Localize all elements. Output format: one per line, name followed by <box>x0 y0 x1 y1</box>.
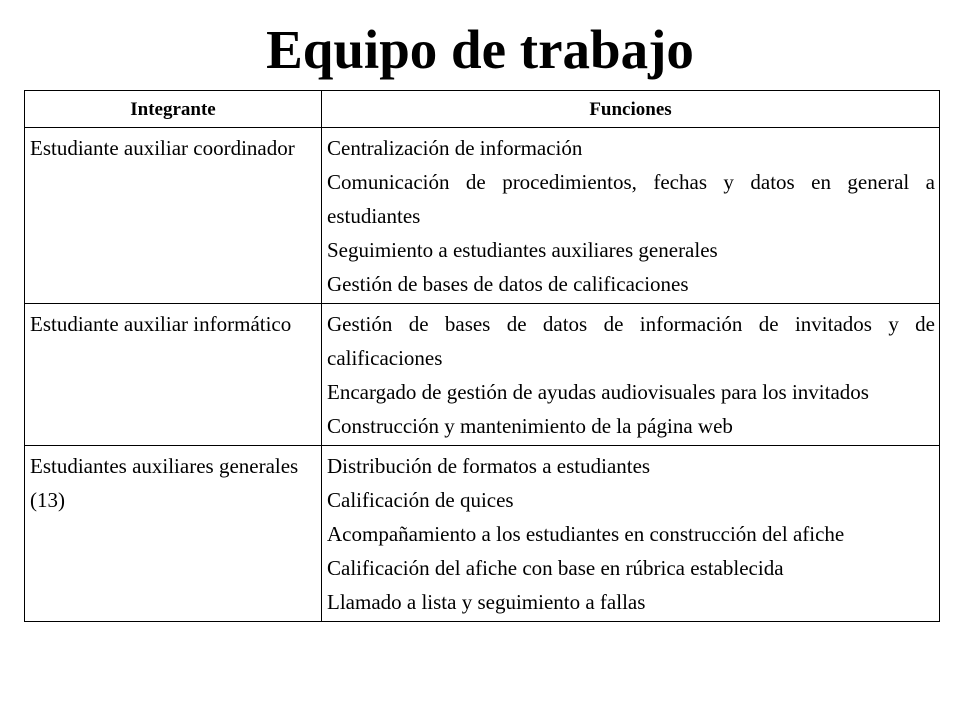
table-row <box>25 446 940 622</box>
function-item: Distribución de formatos a estudiantes <box>327 454 651 478</box>
function-item: Acompañamiento a los estudiantes en construcción del afiche <box>327 522 845 546</box>
member-cell: Estudiantes auxiliares generales (13) <box>25 446 322 622</box>
function-item: Encargado de gestión de ayudas audiovisuales para los invitados <box>327 380 869 404</box>
function-item: Centralización de información <box>327 136 583 160</box>
team-table <box>24 90 940 622</box>
function-item: Gestión de bases de datos de información de invitados y de calificaciones <box>327 312 935 370</box>
table-row <box>25 304 940 446</box>
functions-cell <box>322 128 940 304</box>
member-cell: Estudiante auxiliar informático <box>25 304 322 446</box>
member-cell: Estudiante auxiliar coordinador <box>25 128 322 304</box>
header-member: Integrante <box>25 91 322 128</box>
function-item: Calificación del afiche con base en rúbrica establecida <box>327 556 784 580</box>
page-title: Equipo de trabajo <box>266 19 694 80</box>
functions-cell <box>322 446 940 622</box>
function-item: Calificación de quices <box>327 488 514 512</box>
header-functions: Funciones <box>322 91 940 128</box>
function-item: Comunicación de procedimientos, fechas y datos en general a estudiantes <box>327 170 935 228</box>
function-item: Gestión de bases de datos de calificaciones <box>327 272 689 296</box>
function-item: Construcción y mantenimiento de la página web <box>327 414 733 438</box>
function-item: Llamado a lista y seguimiento a fallas <box>327 590 646 614</box>
table-row <box>25 128 940 304</box>
function-item: Seguimiento a estudiantes auxiliares generales <box>327 238 718 262</box>
table-header-row <box>25 91 940 128</box>
functions-cell <box>322 304 940 446</box>
